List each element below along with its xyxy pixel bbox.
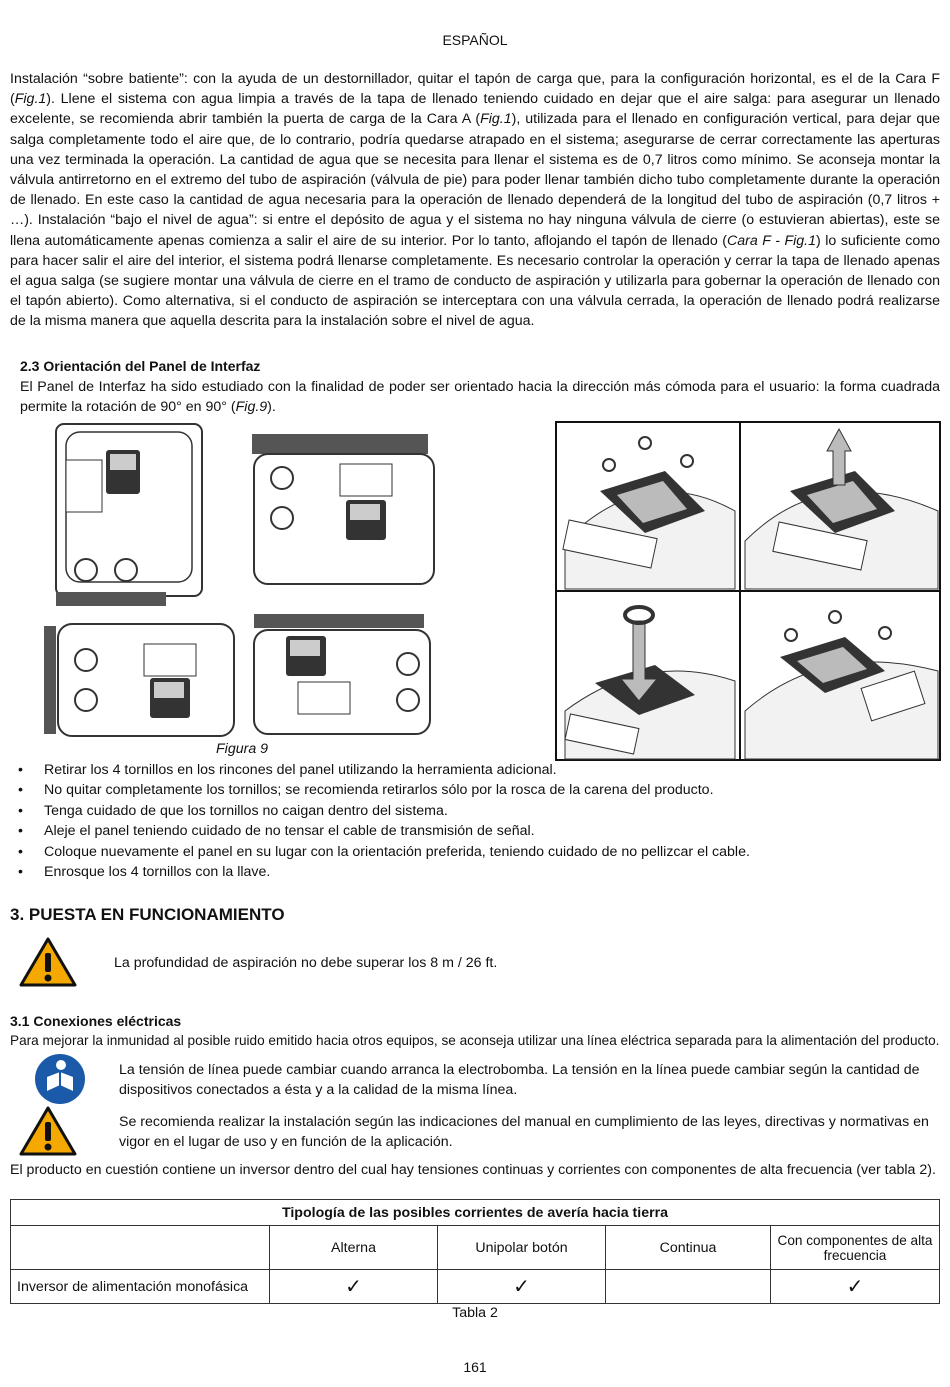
list-item: • Enrosque los 4 tornillos con la llave.: [10, 862, 930, 882]
device-horizontal-top: [252, 434, 434, 584]
table-header-row: [11, 1226, 940, 1270]
list-item: • Retirar los 4 tornillos en los rincones del panel utilizando la herramienta adicional.: [10, 760, 930, 780]
section-2-3-text: El Panel de Interfaz ha sido estudiado con la finalidad de poder ser orientado hacia la dirección más cómoda para el usuario: la forma cuadrada permite la rotación de 90° en 90° (Fig.9).: [20, 379, 940, 416]
list-item: • Tenga cuidado de que los tornillos no caigan dentro del sistema.: [10, 801, 930, 821]
table-caption: Tabla 2: [452, 1305, 498, 1321]
checkmark-icon: ✓: [771, 1270, 940, 1304]
section-3-1-intro: Para mejorar la inmunidad al posible ruido emitido hacia otros equipos, se aconseja utilizar una línea eléctrica separada para la alimentación del producto.: [10, 1033, 940, 1048]
table-header: Con componentes de alta frecuencia: [771, 1226, 940, 1270]
table-header: Continua: [606, 1226, 771, 1270]
page-header: ESPAÑOL: [442, 32, 508, 48]
warning-triangle-icon: [18, 936, 78, 988]
instruction-list: [10, 760, 930, 882]
table-row: [11, 1270, 940, 1304]
aspiration-warning: La profundidad de aspiración no debe superar los 8 m / 26 ft.: [114, 955, 498, 971]
warning-triangle-icon: [18, 1105, 78, 1157]
installation-note: Se recomienda realizar la instalación según las indicaciones del manual en cumplimiento de las leyes, directivas y normativas en vigor en el lugar de uso y en función de la aplicación.: [119, 1114, 929, 1151]
read-manual-icon: [34, 1053, 86, 1105]
section-3-1-title: 3.1 Conexiones eléctricas: [10, 1013, 182, 1029]
device-vertical: [56, 424, 202, 606]
panel-removal-steps: [555, 421, 941, 761]
fault-current-table: [10, 1199, 940, 1304]
section-2-3-title: 2.3 Orientación del Panel de Interfaz: [20, 358, 261, 374]
table-cell: [606, 1270, 771, 1304]
checkmark-icon: ✓: [438, 1270, 606, 1304]
inverter-note: El producto en cuestión contiene un inversor dentro del cual hay tensiones continuas y corrientes con componentes de alta frecuencia (ver tabla 2).: [10, 1162, 936, 1178]
figure-caption: Figura 9: [216, 741, 269, 757]
table-row-label: Inversor de alimentación monofásica: [11, 1270, 270, 1304]
orientation-drawings: [40, 420, 460, 740]
voltage-note: La tensión de línea puede cambiar cuando arranca la electrobomba. La tensión en la línea puede cambiar según la cantidad de dispositivos conectados a ésta y a la calidad de la misma línea.: [119, 1062, 920, 1099]
checkmark-icon: ✓: [270, 1270, 438, 1304]
list-item: • Aleje el panel teniendo cuidado de no tensar el cable de transmisión de señal.: [10, 821, 930, 841]
table-header: Unipolar botón: [438, 1226, 606, 1270]
table-title: Tipología de las posibles corrientes de avería hacia tierra: [11, 1200, 940, 1226]
device-horizontal-left: [44, 624, 234, 736]
installation-paragraph: Instalación “sobre batiente”: con la ayuda de un destornillador, quitar el tapón de carga que, para la configuración horizontal, es el de la Cara F (Fig.1). Llene el sistema con agua limpia a través de la tapa de llenado teniendo cuidado en dejar que el aire salga: para asegurar un llenado excelente, se recomienda abrir también la puerta de carga de la Cara A (Fig.1), utilizada para el llenado en configuración vertical, para dejar que salga completamente todo el aire que, de lo contrario, podría quedarse atrapado en el sistema; asegurarse de cerrar correctamente las aperturas una vez terminada la operación. La cantidad de agua que se necesita para llenar el sistema es de 0,7 litros como mínimo. Se aconseja montar la válvula antirretorno en el extremo del tubo de aspiración (válvula de pie) para poder llenar también dicho tubo completamente durante la operación de llenado. En este caso la cantidad de agua necesaria para la operación de llenado dependerá de la longitud del tubo de aspiración (0,7 litros + …). Instalación “bajo el nivel de agua”: si entre el depósito de agua y el sistema no hay ninguna válvula de cierre (o estuvieran abiertas), este se llena automáticamente apenas comienza a salir el aire de su interior. Por lo tanto, aflojando el tapón de llenado (Cara F - Fig.1) lo suficiente como para hacer salir el aire del interior, el sistema podrá llenarse completamente. Es necesario controlar la operación y cerrar la tapa de llenado apenas el agua salga (se sugiere montar una válvula de cierre en el tramo de conducto de aspiración y utilizarla para gobernar la operación de llenado con el tapón abierto). Como alternativa, si el conducto de aspiración se interceptara con una válvula cerrada, la operación de llenado podrá realizarse de la misma manera que aquella descrita para la instalación sobre el nivel de agua.: [10, 71, 940, 330]
list-item: • No quitar completamente los tornillos; se recomienda retirarlos sólo por la rosca de la carena del producto.: [10, 780, 930, 800]
page-number: 161: [463, 1359, 487, 1375]
table-header: [11, 1226, 270, 1270]
device-horizontal-right: [254, 614, 430, 734]
list-item: • Coloque nuevamente el panel en su lugar con la orientación preferida, teniendo cuidado de no pellizcar el cable.: [10, 842, 930, 862]
table-header: Alterna: [270, 1226, 438, 1270]
section-3-title: 3. PUESTA EN FUNCIONAMIENTO: [10, 905, 285, 924]
